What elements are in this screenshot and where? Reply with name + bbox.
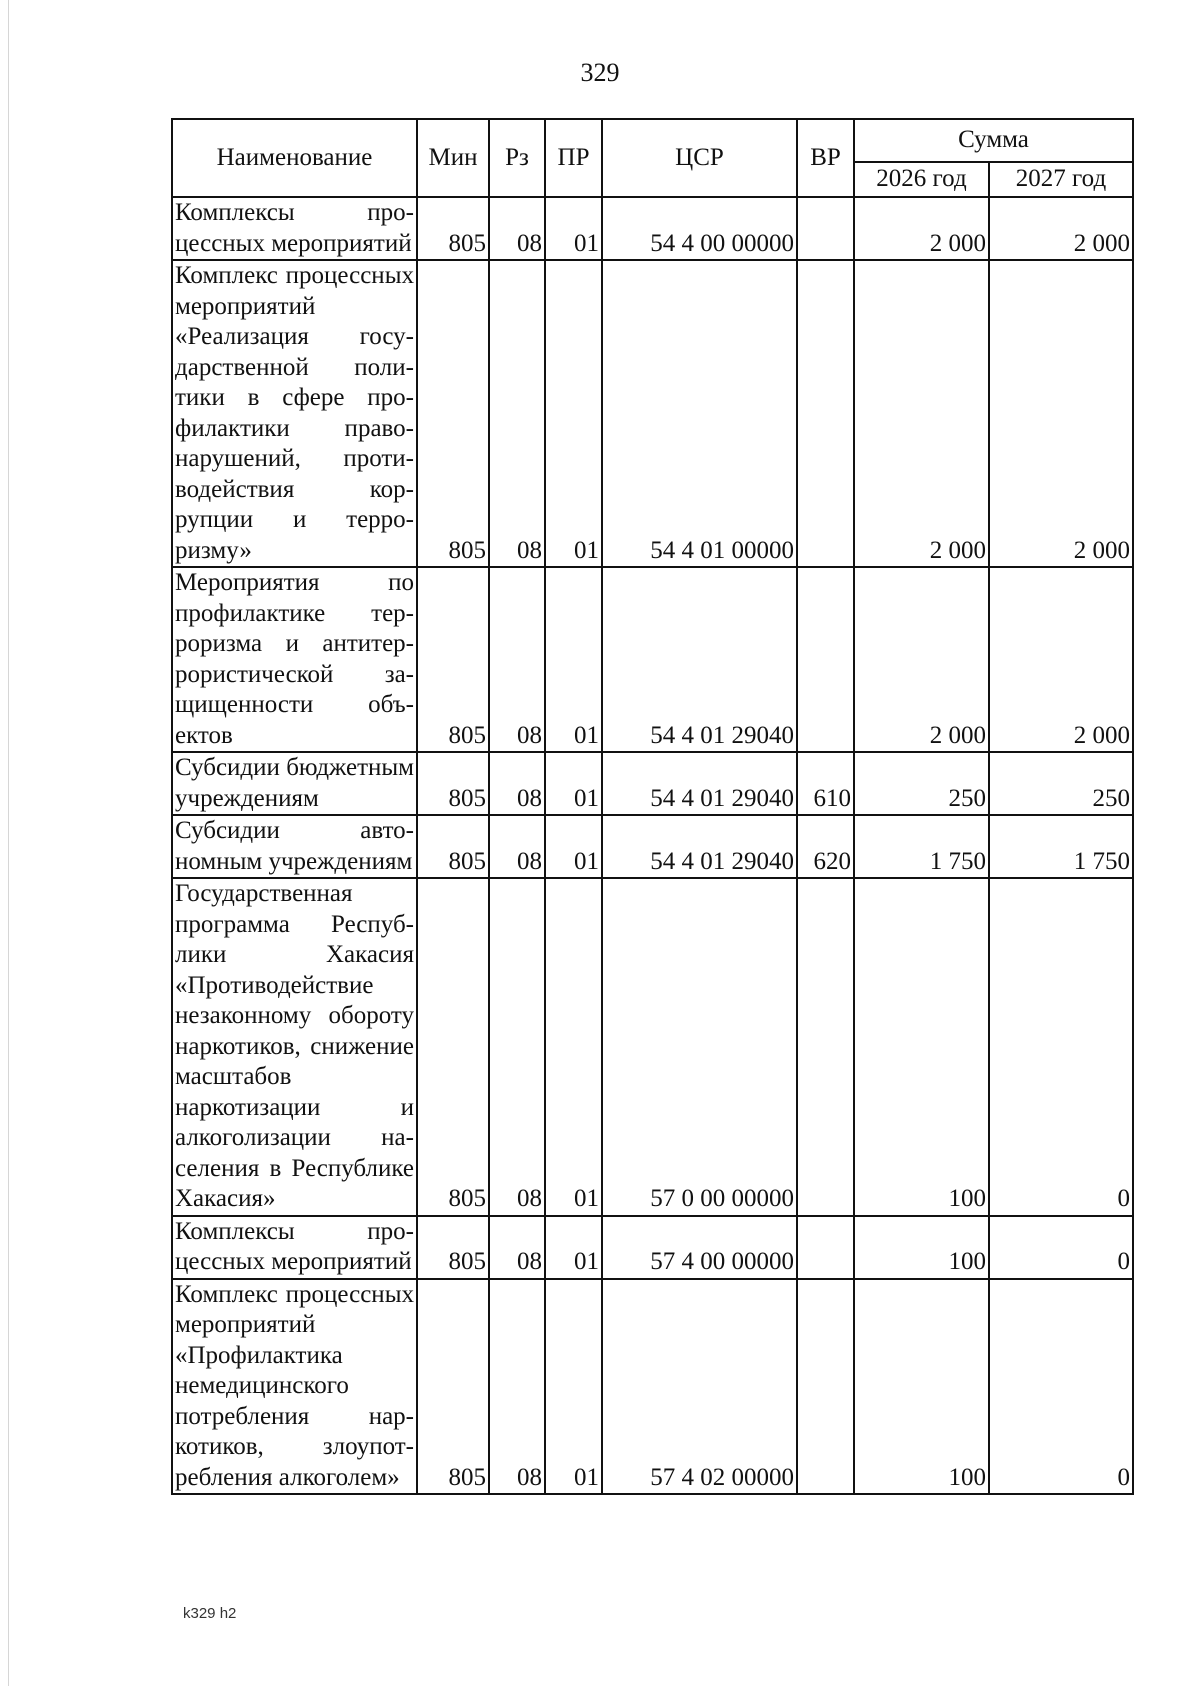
row-pr: 01 bbox=[545, 878, 602, 1216]
header-min: Мин bbox=[417, 119, 489, 197]
table-row bbox=[172, 567, 1133, 752]
row-rz: 08 bbox=[489, 815, 545, 878]
row-csr: 54 4 01 29040 bbox=[602, 815, 797, 878]
row-name: Комплексы процессных мероприятий bbox=[172, 197, 417, 260]
row-csr: 54 4 01 29040 bbox=[602, 567, 797, 752]
row-pr: 01 bbox=[545, 1279, 602, 1495]
row-vr bbox=[797, 1279, 854, 1495]
row-vr bbox=[797, 197, 854, 260]
table-row bbox=[172, 815, 1133, 878]
scan-edge-line bbox=[8, 0, 9, 1686]
row-name: Государственная программа Республики Хакасия «Противодействие незаконному обороту наркотиков, снижение масштабов наркотизации и алкоголизации населения в Республике Хакасия» bbox=[172, 878, 417, 1216]
row-sum-2026: 2 000 bbox=[854, 567, 989, 752]
row-vr bbox=[797, 567, 854, 752]
row-csr: 54 4 01 00000 bbox=[602, 260, 797, 567]
table-row bbox=[172, 878, 1133, 1216]
row-sum-2026: 100 bbox=[854, 1216, 989, 1279]
row-vr: 620 bbox=[797, 815, 854, 878]
header-year-2026: 2026 год bbox=[854, 162, 989, 197]
row-name: Комплекс процессных мероприятий «Профилактика немедицинского потребления наркотиков, злоупотребления алкоголем» bbox=[172, 1279, 417, 1495]
row-pr: 01 bbox=[545, 752, 602, 815]
row-sum-2027: 2 000 bbox=[989, 260, 1133, 567]
row-sum-2026: 2 000 bbox=[854, 260, 989, 567]
row-rz: 08 bbox=[489, 197, 545, 260]
row-sum-2026: 100 bbox=[854, 1279, 989, 1495]
row-sum-2027: 0 bbox=[989, 1279, 1133, 1495]
table-row bbox=[172, 752, 1133, 815]
row-vr bbox=[797, 878, 854, 1216]
row-rz: 08 bbox=[489, 752, 545, 815]
row-pr: 01 bbox=[545, 260, 602, 567]
row-pr: 01 bbox=[545, 197, 602, 260]
row-vr bbox=[797, 260, 854, 567]
row-sum-2026: 250 bbox=[854, 752, 989, 815]
row-csr: 57 4 02 00000 bbox=[602, 1279, 797, 1495]
row-name: Комплексы процессных мероприятий bbox=[172, 1216, 417, 1279]
row-min: 805 bbox=[417, 815, 489, 878]
row-pr: 01 bbox=[545, 567, 602, 752]
header-rz: Рз bbox=[489, 119, 545, 197]
row-rz: 08 bbox=[489, 1216, 545, 1279]
row-name: Мероприятия по профилактике терроризма и антитеррористической защищенности объектов bbox=[172, 567, 417, 752]
row-rz: 08 bbox=[489, 260, 545, 567]
header-name: Наименование bbox=[172, 119, 417, 197]
row-sum-2027: 2 000 bbox=[989, 197, 1133, 260]
row-min: 805 bbox=[417, 1279, 489, 1495]
row-name: Субсидии автономным учреждениям bbox=[172, 815, 417, 878]
header-pr: ПР bbox=[545, 119, 602, 197]
row-sum-2026: 1 750 bbox=[854, 815, 989, 878]
table-row bbox=[172, 1216, 1133, 1279]
page-number: 329 bbox=[580, 58, 620, 87]
row-sum-2027: 1 750 bbox=[989, 815, 1133, 878]
row-pr: 01 bbox=[545, 815, 602, 878]
row-sum-2027: 2 000 bbox=[989, 567, 1133, 752]
row-rz: 08 bbox=[489, 1279, 545, 1495]
table-row bbox=[172, 197, 1133, 260]
header-sum: Сумма bbox=[854, 119, 1133, 162]
budget-table bbox=[171, 118, 1134, 1495]
table-row bbox=[172, 1279, 1133, 1495]
header-csr: ЦСР bbox=[602, 119, 797, 197]
table-row bbox=[172, 260, 1133, 567]
budget-table-body bbox=[172, 197, 1133, 1494]
row-csr: 57 4 00 00000 bbox=[602, 1216, 797, 1279]
row-sum-2026: 100 bbox=[854, 878, 989, 1216]
row-min: 805 bbox=[417, 260, 489, 567]
row-min: 805 bbox=[417, 1216, 489, 1279]
row-pr: 01 bbox=[545, 1216, 602, 1279]
row-sum-2027: 0 bbox=[989, 1216, 1133, 1279]
row-rz: 08 bbox=[489, 878, 545, 1216]
row-csr: 54 4 00 00000 bbox=[602, 197, 797, 260]
row-csr: 54 4 01 29040 bbox=[602, 752, 797, 815]
header-year-2027: 2027 год bbox=[989, 162, 1133, 197]
row-csr: 57 0 00 00000 bbox=[602, 878, 797, 1216]
row-name: Субсидии бюджетным учреждениям bbox=[172, 752, 417, 815]
row-name: Комплекс процессных мероприятий «Реализация государственной политики в сфере профилактики правонарушений, противодействия коррупции и терроризму» bbox=[172, 260, 417, 567]
footer-code: k329 h2 bbox=[183, 1605, 237, 1622]
row-sum-2027: 0 bbox=[989, 878, 1133, 1216]
row-min: 805 bbox=[417, 752, 489, 815]
row-vr bbox=[797, 1216, 854, 1279]
row-vr: 610 bbox=[797, 752, 854, 815]
row-sum-2027: 250 bbox=[989, 752, 1133, 815]
row-min: 805 bbox=[417, 197, 489, 260]
row-rz: 08 bbox=[489, 567, 545, 752]
row-min: 805 bbox=[417, 878, 489, 1216]
row-sum-2026: 2 000 bbox=[854, 197, 989, 260]
header-vr: ВР bbox=[797, 119, 854, 197]
row-min: 805 bbox=[417, 567, 489, 752]
